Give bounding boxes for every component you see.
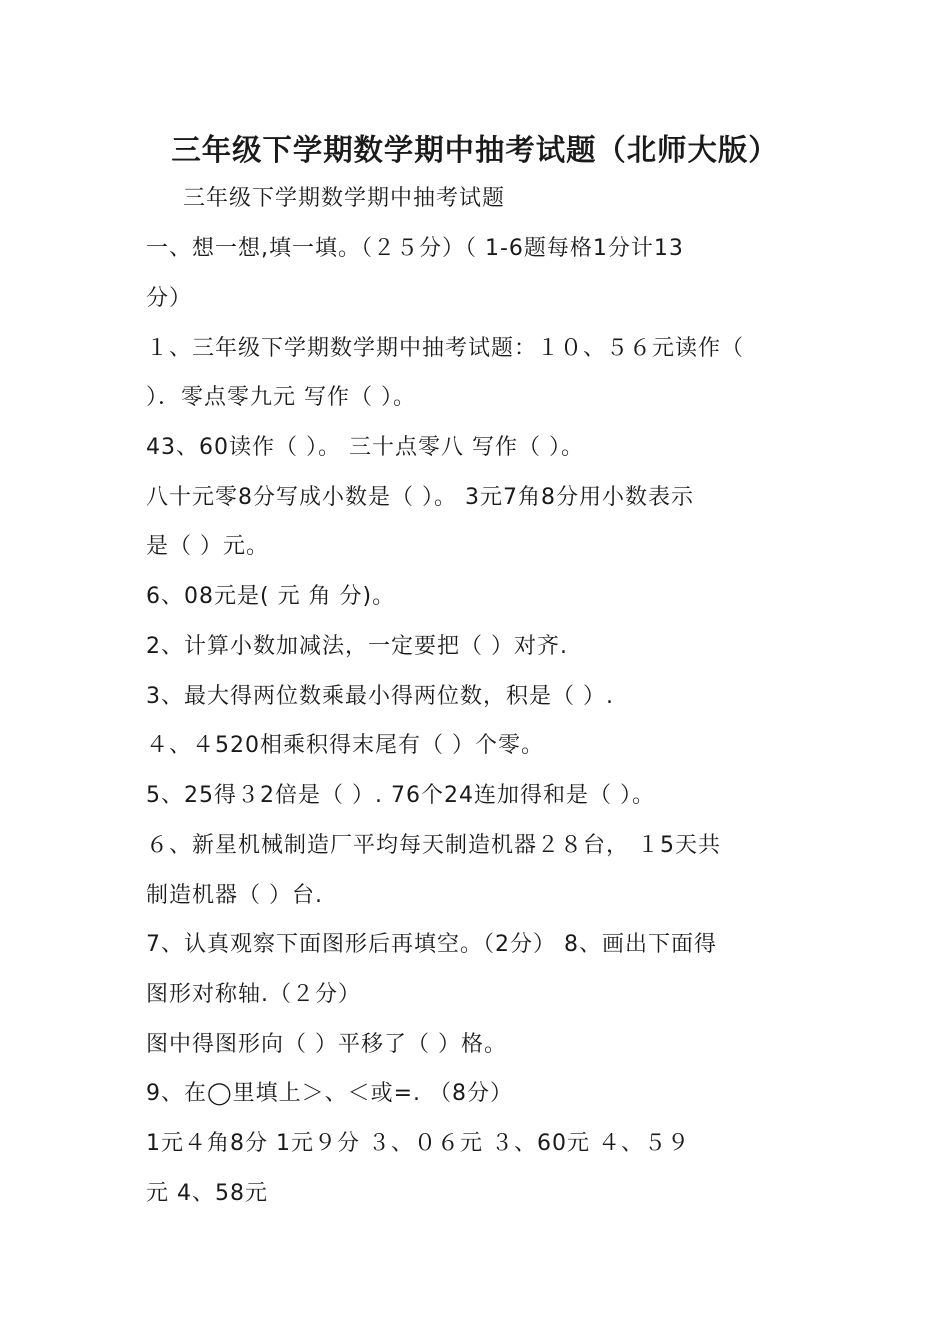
text-line: 43、60读作（ ）。 三十点零八 写作（ ）。: [146, 435, 584, 460]
text-line: 一、想一想,填一填。（２５分）（ 1-6题每格1分计13: [146, 236, 684, 261]
text-line: １、三年级下学期数学期中抽考试题：１０、５６元读作（: [146, 336, 745, 361]
text-line: 图形对称轴.（２分）: [146, 982, 361, 1007]
text-line: 元 4、58元: [146, 1181, 268, 1206]
text-line: 5、25得３2倍是（ ）. 76个24连加得和是（ ）。: [146, 783, 655, 808]
page-title: 三年级下学期数学期中抽考试题（北师大版）: [171, 132, 779, 167]
text-line: ６、新星机械制造厂平均每天制造机器２８台， １5天共: [146, 833, 721, 858]
text-line: 八十元零8分写成小数是（ ）。 3元7角8分用小数表示: [146, 485, 694, 510]
text-line: 7、认真观察下面图形后再填空。（2分） 8、画出下面得: [146, 932, 717, 957]
text-line: 是（ ）元。: [146, 534, 269, 559]
text-line: 制造机器（ ）台.: [146, 883, 323, 908]
text-line: 9、在◯里填上＞、＜或=. （8分）: [146, 1081, 514, 1106]
text-line: 2、计算小数加减法，一定要把（ ）对齐.: [146, 634, 568, 659]
text-line: ４、４520相乘积得末尾有（ ）个零。: [146, 733, 544, 758]
text-line: 分）: [146, 286, 193, 311]
text-line: 6、08元是( 元 角 分)。: [146, 584, 396, 609]
text-line: 图中得图形向（ ）平移了（ ）格。: [146, 1032, 507, 1057]
text-line: 3、最大得两位数乘最小得两位数，积是（ ）.: [146, 684, 614, 709]
subtitle: 三年级下学期数学期中抽考试题: [183, 186, 506, 211]
text-line: ）．零点零九元 写作（ ）。: [146, 385, 416, 410]
text-line: 1元４角8分 1元９分 ３、０６元 ３、60元 ４、５９: [146, 1131, 690, 1156]
